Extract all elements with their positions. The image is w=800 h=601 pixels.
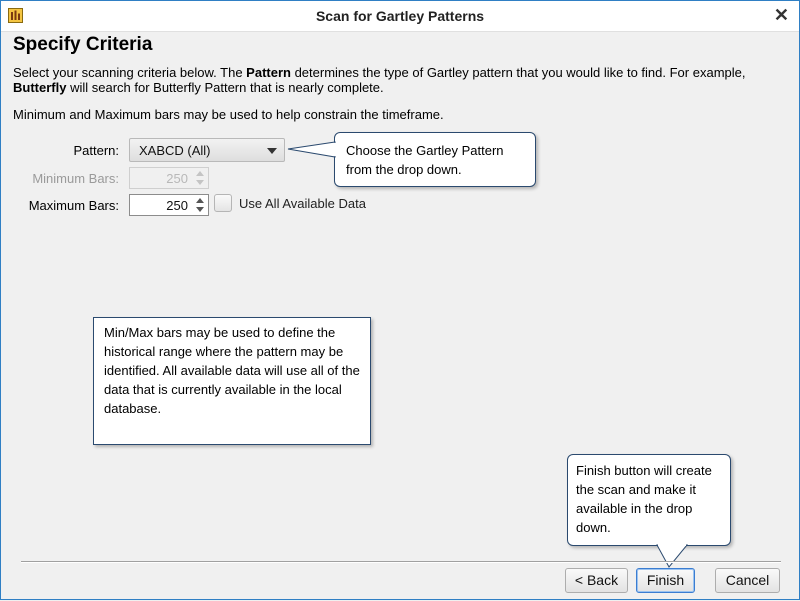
finish-callout-pointer [657, 545, 687, 567]
description-text: Select your scanning criteria below. The Pattern determines the type of Gartley pattern that you would like to find. For example, Butterfly will search for Butterfly Pattern that is nearly complete. [13, 65, 746, 95]
pattern-value: XABCD (All) [139, 143, 211, 158]
bars-callout: Min/Max bars may be used to define the historical range where the pattern may be identified. All available data will use all of the data that is currently available in the local database. [93, 317, 371, 445]
title-bar [1, 1, 799, 32]
spin-down-icon[interactable] [196, 207, 204, 212]
spin-up-icon[interactable] [196, 198, 204, 203]
finish-button[interactable]: Finish [636, 568, 695, 593]
min-bars-label: Minimum Bars: [32, 171, 119, 186]
max-bars-stepper[interactable] [129, 194, 209, 216]
pattern-callout-pointer [288, 142, 335, 157]
footer-separator [21, 561, 781, 563]
cancel-button[interactable]: Cancel [715, 568, 780, 593]
use-all-data-label[interactable]: Use All Available Data [239, 196, 366, 211]
chevron-down-icon [267, 148, 277, 154]
close-icon[interactable]: ✕ [773, 5, 789, 25]
description-constraint: Minimum and Maximum bars may be used to help constrain the timeframe. [13, 107, 444, 122]
min-bars-spin-buttons [192, 168, 208, 188]
back-button[interactable]: < Back [565, 568, 628, 593]
spin-up-icon [196, 171, 204, 176]
min-bars-value: 250 [166, 171, 188, 186]
max-bars-label: Maximum Bars: [28, 198, 119, 213]
spin-down-icon [196, 180, 204, 185]
max-bars-spin-buttons[interactable] [192, 195, 208, 215]
page-title: Specify Criteria [13, 34, 153, 55]
use-all-data-checkbox[interactable] [214, 194, 232, 212]
pattern-label: Pattern: [73, 143, 119, 158]
window-title: Scan for Gartley Patterns [315, 8, 485, 24]
max-bars-value[interactable]: 250 [166, 198, 188, 213]
min-bars-stepper [129, 167, 209, 189]
pattern-callout: Choose the Gartley Pattern from the drop down. [334, 132, 536, 187]
finish-callout: Finish button will create the scan and make it available in the drop down. [567, 454, 731, 546]
pattern-dropdown[interactable] [129, 138, 285, 162]
